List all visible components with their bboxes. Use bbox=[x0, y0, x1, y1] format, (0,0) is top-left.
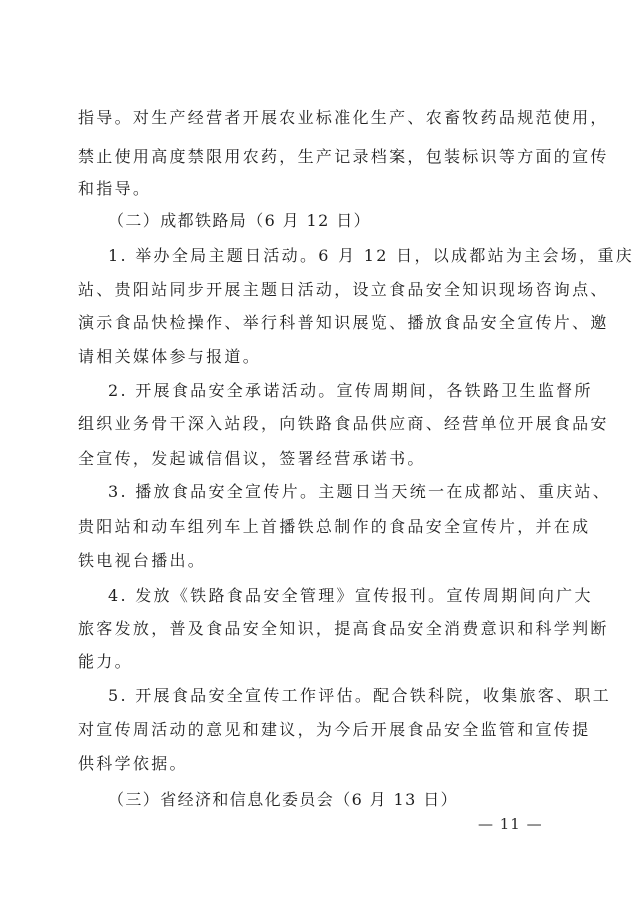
body-line: 全宣传，发起诚信倡议，签署经营承诺书。 bbox=[78, 449, 426, 468]
body-line: 3. 播放食品安全宣传片。主题日当天统一在成都站、重庆站、 bbox=[108, 482, 612, 501]
body-line: 铁电视台播出。 bbox=[78, 551, 207, 570]
body-line: 请相关媒体参与报道。 bbox=[78, 347, 262, 366]
body-line: 站、贵阳站同步开展主题日活动，设立食品安全知识现场咨询点、 bbox=[78, 280, 609, 299]
section-heading: （三）省经济和信息化委员会（6 月 13 日） bbox=[108, 790, 458, 809]
body-line: 4. 发放《铁路食品安全管理》宣传报刊。宣传周期间向广大 bbox=[108, 586, 593, 605]
body-line: 组织业务骨干深入站段，向铁路食品供应商、经营单位开展食品安 bbox=[78, 414, 609, 433]
body-line: 5. 开展食品安全宣传工作评估。配合铁科院，收集旅客、职工 bbox=[108, 686, 612, 705]
section-heading: （二）成都铁路局（6 月 12 日） bbox=[108, 211, 371, 230]
body-line: 旅客发放，普及食品安全知识，提高食品安全消费意识和科学判断 bbox=[78, 619, 609, 638]
body-line: 对宣传周活动的意见和建议，为今后开展食品安全监管和宣传提 bbox=[78, 720, 591, 739]
body-line: 能力。 bbox=[78, 652, 133, 671]
body-line: 禁止使用高度禁限用农药，生产记录档案，包装标识等方面的宣传 bbox=[78, 147, 609, 166]
body-line: 贵阳站和动车组列车上首播铁总制作的食品安全宣传片，并在成 bbox=[78, 517, 591, 536]
body-line: 指导。对生产经营者开展农业标准化生产、农畜牧药品规范使用， bbox=[78, 108, 609, 127]
body-line: 和指导。 bbox=[78, 179, 152, 198]
body-line: 供科学依据。 bbox=[78, 754, 188, 773]
body-line: 演示食品快检操作、举行科普知识展览、播放食品安全宣传片、邀 bbox=[78, 313, 609, 332]
body-line: 1. 举办全局主题日活动。6 月 12 日，以成都站为主会场，重庆 bbox=[108, 246, 634, 265]
body-line: 2. 开展食品安全承诺活动。宣传周期间，各铁路卫生监督所 bbox=[108, 381, 593, 400]
page-number: — 11 — bbox=[478, 815, 543, 833]
